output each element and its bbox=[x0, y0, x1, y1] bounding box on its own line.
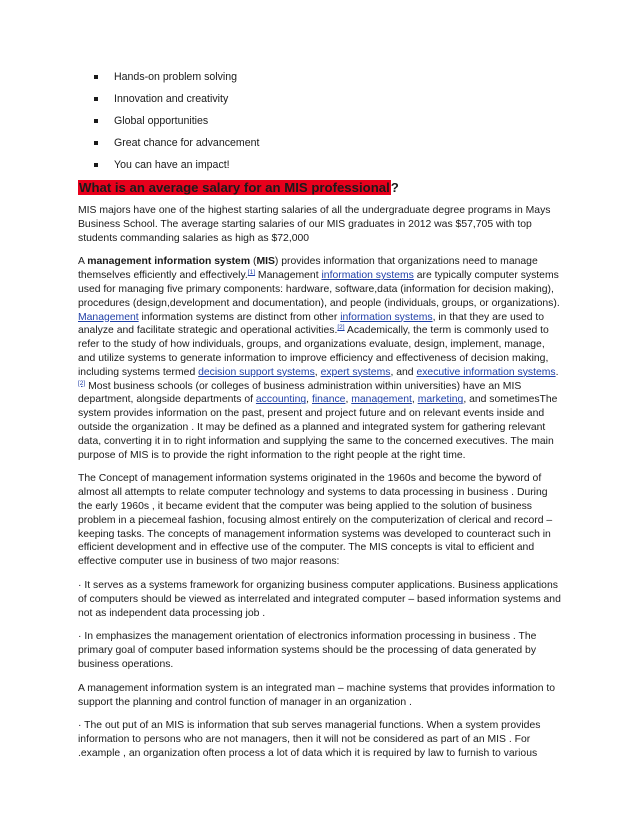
text-run: , and sometimesThe system provides information on the past, present and project future and on relevant events inside and outside the organization . It may be defined as a planned and integrated system for gathering relevant data, converting it in to right information and supplying the same to the concerned executives. The main purpose of MIS is to provide the right information to the right people at the right time. bbox=[78, 394, 558, 461]
list-item bbox=[78, 132, 563, 154]
section-heading bbox=[78, 180, 563, 196]
text-run: , bbox=[411, 394, 418, 406]
text-run: . bbox=[555, 366, 559, 378]
list-item-text: Global opportunities bbox=[114, 115, 209, 127]
text-run: Management bbox=[255, 270, 322, 282]
list-item-text: You can have an impact! bbox=[114, 159, 230, 171]
list-item bbox=[78, 110, 563, 132]
text-run: are typically computer systems used for managing five primary components: hardware, software,data (information for decision making), procedures (design,development and documentation), and people (individuals, groups, or organizations). bbox=[78, 270, 560, 309]
text-run: , bbox=[306, 394, 312, 406]
list-item-text: Great chance for advancement bbox=[114, 137, 260, 149]
management-link[interactable]: Management bbox=[78, 311, 139, 323]
list-item bbox=[78, 154, 563, 176]
text-run: ( bbox=[250, 256, 257, 268]
square-bullet-icon bbox=[94, 119, 98, 123]
text-run: Academically, the term is commonly used to refer to the study of how individuals, groups, and organizations evaluate, design, implement, manage, and utilize systems to generate information to improve efficiency and effectiveness of decision making, including systems termed bbox=[78, 325, 549, 378]
expert-systems-link[interactable]: expert systems bbox=[320, 366, 391, 378]
square-bullet-icon bbox=[94, 75, 98, 79]
reference-link[interactable]: [2] bbox=[337, 324, 345, 332]
text-run: ) provides information that organizations need to manage themselves efficiently and effectively. bbox=[78, 256, 538, 282]
heading-highlight: What is an average salary for an MIS professional bbox=[79, 180, 390, 195]
text-run: Most business schools (or colleges of business administration within universities) have an MIS department, alongside departments of bbox=[78, 380, 522, 406]
text-run: , bbox=[345, 394, 352, 406]
document-page bbox=[78, 66, 563, 771]
list-item bbox=[78, 66, 563, 88]
bold-term: MIS bbox=[256, 256, 275, 268]
benefits-list bbox=[78, 66, 563, 176]
list-item-text: Hands-on problem solving bbox=[114, 71, 238, 83]
integrated-system-paragraph: A management information system is an integrated man – machine systems that provides information to support the planning and control function of manager in an organization . bbox=[78, 682, 556, 708]
finance-link[interactable]: finance bbox=[311, 394, 346, 406]
text-run: information systems are distinct from other bbox=[138, 311, 341, 323]
marketing-link[interactable]: marketing bbox=[417, 394, 464, 406]
management-dept-link[interactable]: management bbox=[351, 394, 412, 406]
square-bullet-icon bbox=[94, 141, 98, 145]
text-run: , bbox=[314, 366, 321, 378]
text-run: , in that they are used to analyze and facilitate strategic and operational activities. bbox=[78, 311, 545, 337]
reason-paragraph: · It serves as a systems framework for organizing business computer applications. Business applications of computers should be viewed as interrelated and integrated computer – based information systems and not as independent data processing job . bbox=[78, 579, 561, 619]
reason-paragraph: · In emphasizes the management orientation of electronics information processing in business . The primary goal of computer based information systems should be the processing of data generated by business operations. bbox=[78, 631, 537, 670]
information-systems-link[interactable]: information systems bbox=[321, 270, 414, 282]
text-run: A bbox=[78, 256, 88, 268]
heading-suffix: ? bbox=[390, 180, 399, 195]
output-paragraph: · The out put of an MIS is information that sub serves managerial functions. When a system provides information to persons who are not managers, then it will not be considered as part of an MIS . For .example , an organization often process a lot of data which it is required by law to furnish to various bbox=[78, 720, 541, 759]
concept-paragraph: The Concept of management information systems originated in the 1960s and become the byword of almost all attempts to relate computer technology and systems to data processing in business . During the early 1960s , it became evident that the computer was being applied to the solution of business problem in a piecemeal fashion, focusing almost entirely on the computerization of clerical and record – keeping tasks. The concepts of management information systems was developed to counteract such in efficient development and in effective use of the computer. The MIS concepts is vital to efficient and effective computer use in business of two major reasons: bbox=[78, 473, 553, 568]
reference-link[interactable]: [2] bbox=[78, 379, 86, 387]
information-systems-link[interactable]: information systems bbox=[340, 311, 433, 323]
decision-support-systems-link[interactable]: decision support systems bbox=[198, 366, 315, 378]
bold-term: management information system bbox=[87, 256, 251, 268]
text-run: , and bbox=[390, 366, 417, 378]
list-item-text: Innovation and creativity bbox=[114, 93, 229, 105]
definition-paragraph bbox=[78, 255, 563, 462]
reference-link[interactable]: [1] bbox=[247, 269, 256, 277]
list-item bbox=[78, 88, 563, 110]
square-bullet-icon bbox=[94, 163, 98, 167]
square-bullet-icon bbox=[94, 97, 98, 101]
salary-paragraph: MIS majors have one of the highest starting salaries of all the undergraduate degree programs in Mays Business School. The average starting salaries of our MIS graduates in 2012 was $57,705 with top students commanding salaries as high as $72,000 bbox=[78, 205, 551, 244]
accounting-link[interactable]: accounting bbox=[255, 394, 307, 406]
executive-information-systems-link[interactable]: executive information systems bbox=[416, 366, 556, 378]
